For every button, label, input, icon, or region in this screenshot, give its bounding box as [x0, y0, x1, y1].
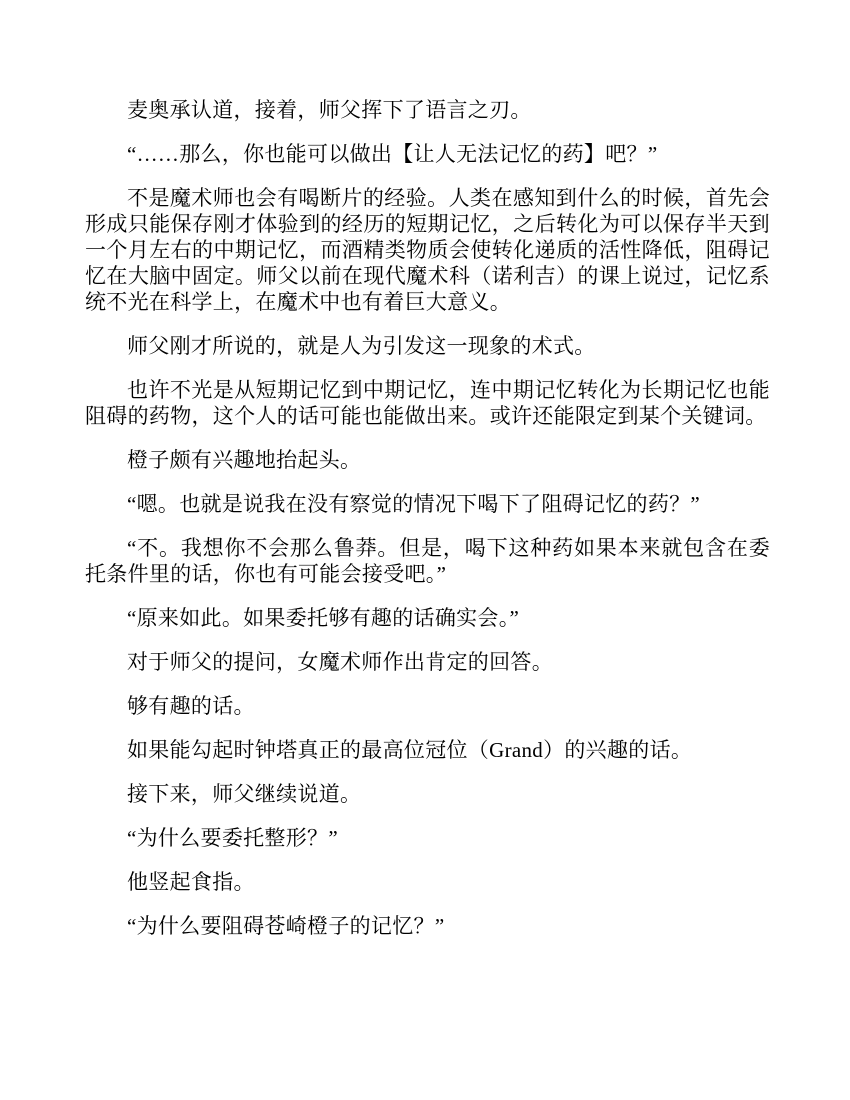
paragraph: 够有趣的话。 — [127, 694, 255, 718]
paragraph: 他竖起食指。 — [127, 870, 255, 894]
paragraph: “原来如此。如果委托够有趣的话确实会。” — [127, 606, 520, 630]
paragraph: 如果能勾起时钟塔真正的最高位冠位（Grand）的兴趣的话。 — [127, 738, 693, 762]
paragraph: 接下来，师父继续说道。 — [127, 782, 362, 806]
paragraph: “嗯。也就是说我在没有察觉的情况下喝下了阻碍记忆的药？” — [127, 492, 701, 516]
paragraph: “不。我想你不会那么鲁莽。但是，喝下这种药如果本来就包含在委托条件里的话，你也有可能会接受吧。” — [85, 536, 770, 586]
paragraph: 不是魔术师也会有喝断片的经验。人类在感知到什么的时候，首先会形成只能保存刚才体验到的经历的短期记忆，之后转化为可以保存半天到一个月左右的中期记忆，而酒精类物质会使转化递质的活性降低，阻碍记忆在大脑中固定。师父以前在现代魔术科（诺利吉）的课上说过，记忆系统不光在科学上，在魔术中也有着巨大意义。 — [85, 186, 770, 314]
paragraph: “为什么要委托整形？” — [127, 826, 338, 850]
paragraph: 橙子颇有兴趣地抬起头。 — [127, 448, 362, 472]
paragraph: “为什么要阻碍苍崎橙子的记忆？” — [127, 914, 445, 938]
paragraph: 对于师父的提问，女魔术师作出肯定的回答。 — [127, 650, 553, 674]
document-body — [85, 97, 770, 939]
paragraph: 师父刚才所说的，就是人为引发这一现象的术式。 — [127, 334, 596, 358]
paragraph: 也许不光是从短期记忆到中期记忆，连中期记忆转化为长期记忆也能阻碍的药物，这个人的话可能也能做出来。或许还能限定到某个关键词。 — [85, 378, 770, 428]
paragraph: 麦奥承认道，接着，师父挥下了语言之刃。 — [127, 98, 532, 122]
paragraph: “……那么，你也能可以做出【让人无法记忆的药】吧？” — [127, 142, 658, 166]
